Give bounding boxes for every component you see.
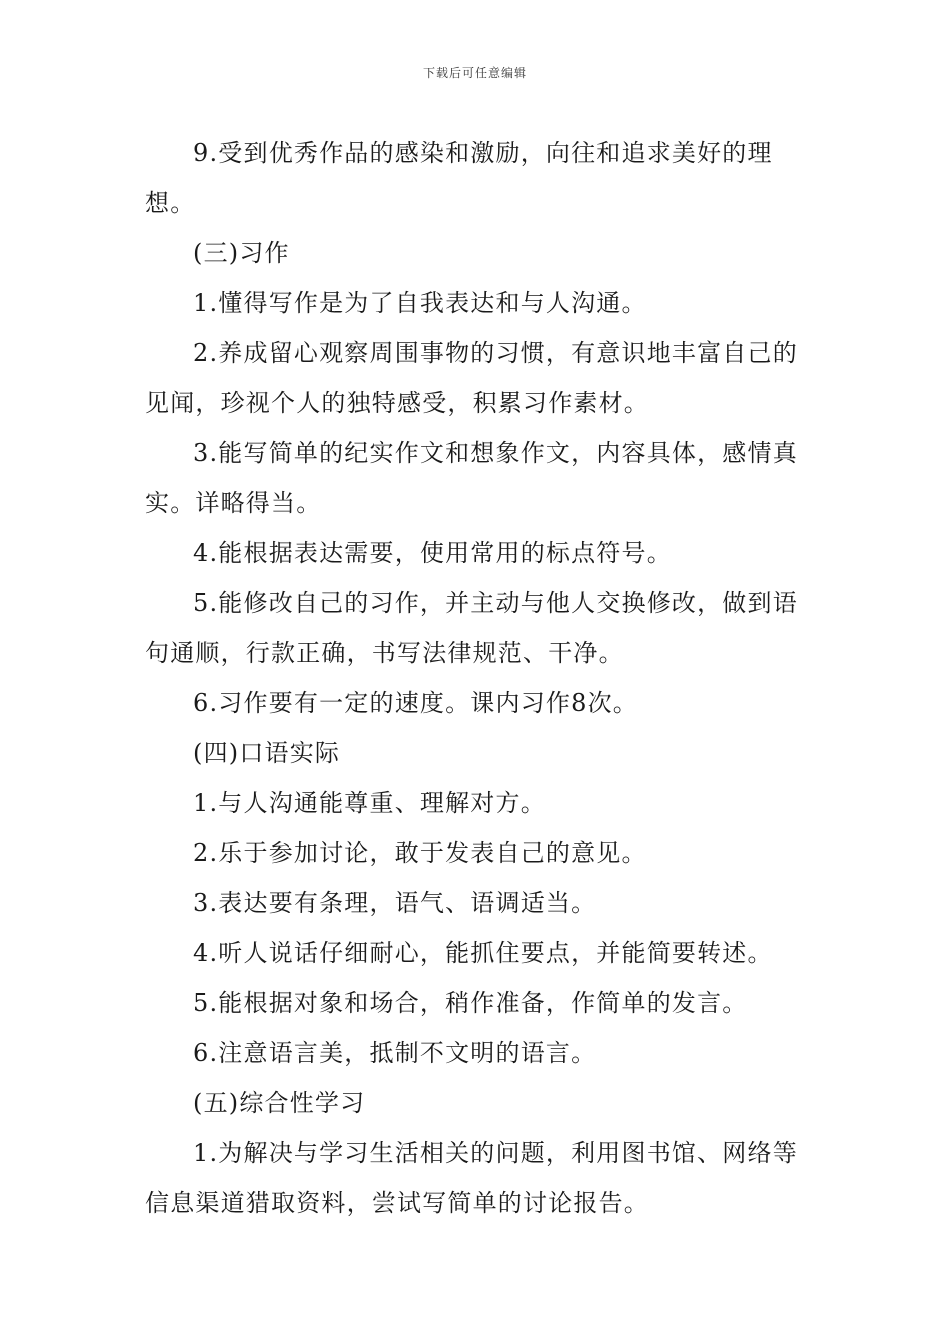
- paragraph-oral-3: 3.表达要有条理，语气、语调适当。: [193, 889, 597, 917]
- section-heading-oral: (四)口语实际: [193, 739, 341, 767]
- paragraph-writing-6: 6.习作要有一定的速度。课内习作8次。: [193, 689, 638, 717]
- section-heading-integrated: (五)综合性学习: [193, 1089, 366, 1117]
- paragraph-oral-4: 4.听人说话仔细耐心，能抓住要点，并能简要转述。: [193, 939, 773, 967]
- page-header-note: 下载后可任意编辑: [422, 66, 527, 80]
- paragraph-writing-2: 2.养成留心观察周围事物的习惯，有意识地丰富自己的见闻，珍视个人的独特感受，积累习作素材。: [145, 339, 798, 417]
- paragraph-oral-1: 1.与人沟通能尊重、理解对方。: [193, 789, 546, 817]
- paragraph-writing-1: 1.懂得写作是为了自我表达和与人沟通。: [193, 289, 647, 317]
- paragraph-writing-3: 3.能写简单的纪实作文和想象作文，内容具体，感情真实。详略得当。: [145, 439, 798, 517]
- paragraph-writing-5: 5.能修改自己的习作，并主动与他人交换修改，做到语句通顺，行款正确，书写法律规范、干净。: [145, 589, 798, 667]
- paragraph-oral-6: 6.注意语言美，抵制不文明的语言。: [193, 1039, 597, 1067]
- paragraph-oral-2: 2.乐于参加讨论，敢于发表自己的意见。: [193, 839, 647, 867]
- document-body: [145, 128, 810, 1228]
- paragraph-oral-5: 5.能根据对象和场合，稍作准备，作简单的发言。: [193, 989, 748, 1017]
- paragraph-integrated-1: 1.为解决与学习生活相关的问题，利用图书馆、网络等信息渠道猎取资料，尝试写简单的讨论报告。: [145, 1139, 798, 1217]
- paragraph-item-9-inspiration: 9.受到优秀作品的感染和激励，向往和追求美好的理想。: [145, 139, 773, 217]
- paragraph-writing-4: 4.能根据表达需要，使用常用的标点符号。: [193, 539, 672, 567]
- section-heading-writing: (三)习作: [193, 239, 290, 267]
